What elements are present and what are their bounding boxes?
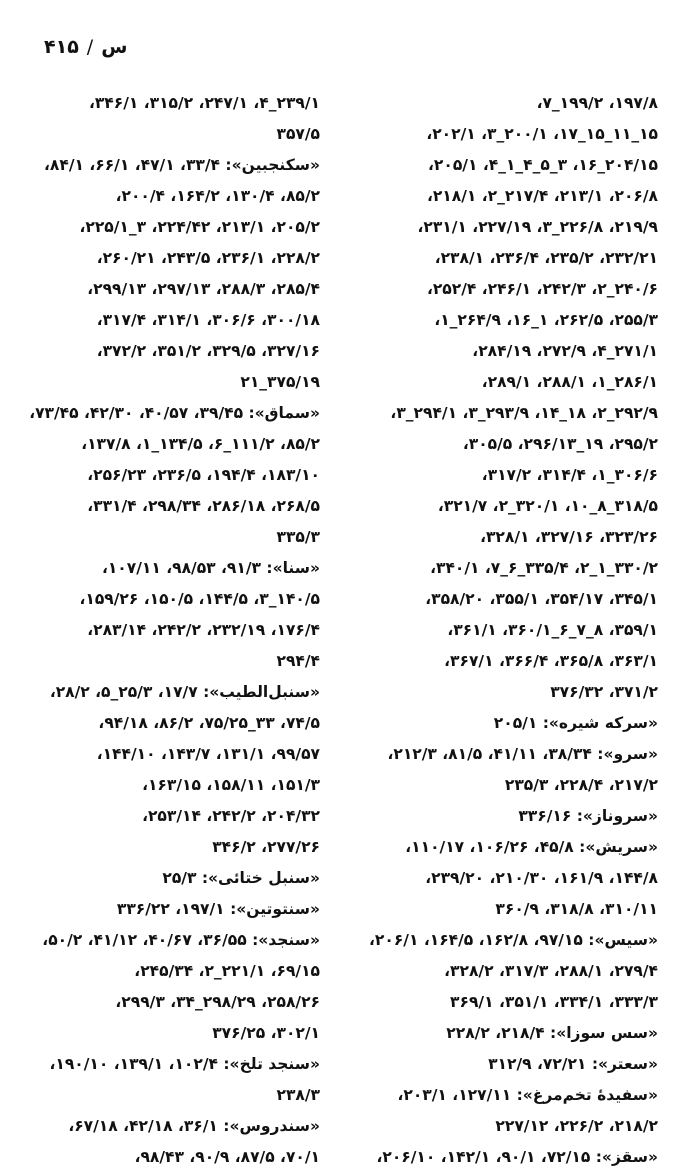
entry-references: ۲۸۵/۴، ۲۸۸/۳، ۲۹۷/۱۳، ۲۹۹/۱۳، bbox=[87, 280, 320, 298]
index-continuation-line bbox=[20, 801, 320, 832]
index-entry bbox=[20, 398, 320, 429]
index-continuation-line bbox=[20, 491, 320, 522]
index-continuation-line bbox=[358, 677, 658, 708]
entry-references: ۳۰۰/۱۸، ۳۰۶/۶، ۳۱۴/۱، ۳۱۷/۴، bbox=[96, 311, 320, 329]
entry-references: ۲۰۴/۱۵_۱۶، ۳_۵_۴_۱_۴، ۲۰۵/۱، bbox=[428, 156, 658, 174]
index-continuation-line bbox=[358, 429, 658, 460]
index-continuation-line bbox=[20, 1142, 320, 1173]
index-continuation-line bbox=[358, 584, 658, 615]
entry-references: ۶۹/۱۵، ۲۲۱/۱_۲، ۲۴۵/۳۴، bbox=[134, 962, 320, 980]
index-entry bbox=[358, 925, 658, 956]
index-continuation-line bbox=[20, 274, 320, 305]
entry-references: ۳۳۳/۳، ۳۳۴/۱، ۳۵۱/۱، ۳۶۹/۱ bbox=[450, 993, 658, 1011]
index-continuation-line bbox=[358, 553, 658, 584]
entry-references: ۱۷/۷، ۲۵/۳_۵، ۲۸/۲، bbox=[49, 683, 204, 701]
entry-term: «سروناز»: bbox=[576, 807, 658, 825]
entry-term: «سنجد تلخ»: bbox=[223, 1055, 320, 1073]
entry-references: ۲۱۸/۴، ۲۲۸/۲ bbox=[446, 1024, 551, 1042]
entry-references: ۳۶۳/۱، ۳۶۵/۸، ۳۶۶/۴، ۳۶۷/۱، bbox=[444, 652, 658, 670]
index-continuation-line bbox=[20, 336, 320, 367]
index-continuation-line bbox=[20, 987, 320, 1018]
index-continuation-line bbox=[20, 181, 320, 212]
entry-term: «سس سوزا»: bbox=[550, 1024, 658, 1042]
entry-references: ۸۵/۲، ۱۱۱/۲_۶، ۱۳۴/۵_۱، ۱۳۷/۸، bbox=[81, 435, 320, 453]
entry-references: ۳۷۵/۱۹_۲۱ bbox=[240, 373, 320, 391]
index-continuation-line bbox=[20, 739, 320, 770]
index-continuation-line bbox=[358, 1111, 658, 1142]
entry-references: ۳۳۶/۱۶ bbox=[518, 807, 577, 825]
entry-references: ۲۸۶/۱_۱، ۲۸۸/۱، ۲۸۹/۱، bbox=[481, 373, 658, 391]
index-continuation-line bbox=[358, 398, 658, 429]
entry-references: ۳۳۵/۳ bbox=[276, 528, 320, 546]
entry-term: «سنتوتین»: bbox=[230, 900, 320, 918]
entry-references: ۲۰۶/۸، ۲۱۳/۱، ۲۱۷/۴_۲، ۲۱۸/۱، bbox=[426, 187, 658, 205]
index-column-right bbox=[358, 88, 658, 1173]
entry-references: ۳۸/۳۴، ۴۱/۱۱، ۸۱/۵، ۲۱۲/۳، bbox=[387, 745, 598, 763]
index-entry bbox=[358, 1142, 658, 1173]
index-entry bbox=[358, 832, 658, 863]
index-continuation-line bbox=[358, 88, 658, 119]
index-entry bbox=[358, 1049, 658, 1080]
entry-references: ۳۱۸/۵_۸_۱۰، ۳۲۰/۱_۲، ۳۲۱/۷، bbox=[437, 497, 658, 515]
index-continuation-line bbox=[358, 274, 658, 305]
entry-references: ۱۵_۱۱_۱۵_۱۷، ۲۰۰/۱_۳، ۲۰۲/۱، bbox=[426, 125, 658, 143]
index-continuation-line bbox=[358, 987, 658, 1018]
entry-references: ۱۵۱/۳، ۱۵۸/۱۱، ۱۶۳/۱۵، bbox=[142, 776, 320, 794]
index-continuation-line bbox=[20, 429, 320, 460]
index-continuation-line bbox=[20, 1080, 320, 1111]
index-continuation-line bbox=[358, 150, 658, 181]
index-continuation-line bbox=[358, 491, 658, 522]
entry-term: «سماق»: bbox=[248, 404, 320, 422]
entry-references: ۲۶۸/۵، ۲۸۶/۱۸، ۲۹۸/۳۴، ۳۳۱/۴، bbox=[87, 497, 320, 515]
entry-references: ۳۲۳/۲۶، ۳۲۷/۱۶، ۳۲۸/۱، bbox=[480, 528, 658, 546]
entry-references: ۲۵۵/۳، ۲۶۲/۵، ۱_۱۶، ۲۶۴/۹_۱، bbox=[434, 311, 658, 329]
index-continuation-line bbox=[358, 522, 658, 553]
entry-references: ۸۵/۲، ۱۳۰/۴، ۱۶۴/۲، ۲۰۰/۴، bbox=[115, 187, 320, 205]
index-continuation-line bbox=[358, 956, 658, 987]
entry-references: ۳۰۲/۱، ۳۷۶/۲۵ bbox=[212, 1024, 320, 1042]
entry-references: ۷۲/۱۵، ۹۰/۱، ۱۴۲/۱، ۲۰۶/۱۰، bbox=[376, 1148, 596, 1166]
index-continuation-line bbox=[358, 181, 658, 212]
entry-term: «سعتر»: bbox=[591, 1055, 658, 1073]
entry-references: ۲۹۴/۴ bbox=[276, 652, 320, 670]
index-continuation-line bbox=[20, 119, 320, 150]
entry-references: ۲۷۹/۴، ۲۸۸/۱، ۳۱۷/۳، ۳۲۸/۲، bbox=[444, 962, 658, 980]
entry-references: ۳۴۵/۱، ۳۵۴/۱۷، ۳۵۵/۱، ۳۵۸/۲۰، bbox=[425, 590, 658, 608]
entry-references: ۳۶/۵۵، ۴۰/۶۷، ۴۱/۱۲، ۵۰/۲، bbox=[42, 931, 253, 949]
entry-references: ۲۱۸/۲، ۲۲۶/۲، ۲۲۷/۱۲ bbox=[495, 1117, 658, 1135]
index-continuation-line bbox=[358, 305, 658, 336]
entry-term: «سنبل ختائی»: bbox=[201, 869, 320, 887]
section-letter: س bbox=[101, 36, 128, 58]
index-continuation-line bbox=[358, 894, 658, 925]
entry-references: ۲۳۸/۳ bbox=[276, 1086, 320, 1104]
index-continuation-line bbox=[358, 212, 658, 243]
index-continuation-line bbox=[20, 646, 320, 677]
entry-term: «سنبل‌الطیب»: bbox=[203, 683, 320, 701]
index-continuation-line bbox=[20, 212, 320, 243]
index-continuation-line bbox=[20, 615, 320, 646]
entry-term: «سنا»: bbox=[266, 559, 320, 577]
entry-term: «سرو»: bbox=[597, 745, 658, 763]
index-continuation-line bbox=[20, 367, 320, 398]
entry-references: ۲۴۰/۶_۲، ۲۴۲/۳، ۲۴۶/۱، ۲۵۲/۴، bbox=[426, 280, 658, 298]
entry-references: ۷۰/۱، ۸۷/۵، ۹۰/۹، ۹۸/۴۳، bbox=[134, 1148, 320, 1166]
entry-references: ۴۵/۸، ۱۰۶/۲۶، ۱۱۰/۱۷، bbox=[405, 838, 580, 856]
index-continuation-line bbox=[358, 863, 658, 894]
entry-references: ۲۱۷/۲، ۲۲۸/۴، ۲۳۵/۳ bbox=[504, 776, 658, 794]
entry-references: ۲۹۵/۲، ۱۹_۲۹۶/۱۳، ۳۰۵/۵، bbox=[462, 435, 658, 453]
index-continuation-line bbox=[358, 367, 658, 398]
entry-references: ۲۱۹/۹، ۲۲۶/۸_۳، ۲۲۷/۱۹، ۲۳۱/۱، bbox=[417, 218, 658, 236]
entry-term: «سقز»: bbox=[595, 1148, 658, 1166]
entry-references: ۷۴/۵، ۳۳_۷۵/۲۵، ۸۶/۲، ۹۴/۱۸، bbox=[98, 714, 320, 732]
index-entry bbox=[358, 1018, 658, 1049]
entry-references: ۲۳۹/۱_۴، ۲۴۷/۱، ۳۱۵/۲، ۳۴۶/۱، bbox=[88, 94, 320, 112]
index-column-left bbox=[20, 88, 320, 1173]
entry-references: ۲۷۱/۱_۴، ۲۷۲/۹، ۲۸۴/۱۹، bbox=[472, 342, 658, 360]
entry-references: ۲۰۴/۳۲، ۲۴۲/۲، ۲۵۳/۱۴، bbox=[142, 807, 320, 825]
entry-references: ۹۷/۱۵، ۱۶۲/۸، ۱۶۴/۵، ۲۰۶/۱، bbox=[369, 931, 589, 949]
entry-references: ۳۷۱/۲، ۳۷۶/۳۲ bbox=[550, 683, 658, 701]
entry-references: ۲۵۸/۲۶، ۲۹۸/۲۹_۳۴، ۲۹۹/۳، bbox=[115, 993, 320, 1011]
entry-references: ۹۱/۳، ۹۸/۵۳، ۱۰۷/۱۱، bbox=[101, 559, 267, 577]
entry-references: ۳۳/۴، ۴۷/۱، ۶۶/۱، ۸۴/۱، bbox=[44, 156, 226, 174]
entry-references: ۲۷۷/۲۶، ۳۴۶/۲ bbox=[212, 838, 320, 856]
index-entry bbox=[20, 894, 320, 925]
index-entry bbox=[358, 739, 658, 770]
entry-references: ۳۲۷/۱۶، ۳۲۹/۵، ۳۵۱/۲، ۳۷۲/۲، bbox=[96, 342, 320, 360]
entry-references: ۳۵۷/۵ bbox=[276, 125, 320, 143]
entry-references: ۲۳۲/۲۱، ۲۳۵/۲، ۲۳۶/۴، ۲۳۸/۱، bbox=[434, 249, 658, 267]
entry-references: ۱۲۷/۱۱، ۲۰۳/۱، bbox=[397, 1086, 517, 1104]
entry-references: ۱۴۰/۵_۳، ۱۴۴/۵، ۱۵۰/۵، ۱۵۹/۲۶، bbox=[79, 590, 320, 608]
entry-term: «سندروس»: bbox=[223, 1117, 320, 1135]
index-continuation-line bbox=[20, 460, 320, 491]
entry-references: ۲۰۵/۱ bbox=[493, 714, 543, 732]
index-entry bbox=[20, 1049, 320, 1080]
page-header bbox=[44, 36, 127, 58]
index-continuation-line bbox=[358, 615, 658, 646]
entry-term: «سکنجبین»: bbox=[225, 156, 320, 174]
index-continuation-line bbox=[358, 119, 658, 150]
index-entry bbox=[20, 150, 320, 181]
entry-references: ۹۹/۵۷، ۱۳۱/۱، ۱۴۳/۷، ۱۴۴/۱۰، bbox=[96, 745, 320, 763]
index-entry bbox=[20, 553, 320, 584]
entry-references: ۱۹۷/۱، ۳۳۶/۲۲ bbox=[116, 900, 231, 918]
entry-references: ۲۵/۳ bbox=[162, 869, 202, 887]
index-entry bbox=[20, 677, 320, 708]
index-entry bbox=[358, 1080, 658, 1111]
index-continuation-line bbox=[20, 305, 320, 336]
entry-references: ۱۹۷/۸، ۱۹۹/۲_۷، bbox=[536, 94, 658, 112]
entry-references: ۳۳۰/۲_۱_۲، ۳۳۵/۴_۶_۷، ۳۴۰/۱، bbox=[430, 559, 658, 577]
index-entry bbox=[20, 925, 320, 956]
entry-references: ۳۰۶/۶_۱، ۳۱۴/۴، ۳۱۷/۲، bbox=[481, 466, 658, 484]
entry-references: ۲۹۲/۹_۲، ۱۸_۱۴، ۲۹۳/۹_۳، ۲۹۴/۱_۳، bbox=[390, 404, 658, 422]
entry-references: ۳۱۰/۱۱، ۳۱۸/۸، ۳۶۰/۹ bbox=[495, 900, 658, 918]
entry-term: «سرکه شیره»: bbox=[542, 714, 658, 732]
index-continuation-line bbox=[20, 88, 320, 119]
entry-references: ۳۵۹/۱، ۸_۷_۶_۳۶۰/۱، ۳۶۱/۱، bbox=[447, 621, 658, 639]
entry-references: ۱۴۴/۸، ۱۶۱/۹، ۲۱۰/۳۰، ۲۳۹/۲۰، bbox=[425, 869, 658, 887]
index-continuation-line bbox=[20, 956, 320, 987]
index-continuation-line bbox=[20, 708, 320, 739]
entry-term: «سنجد»: bbox=[252, 931, 320, 949]
page-number: ۴۱۵ bbox=[44, 36, 79, 58]
index-continuation-line bbox=[358, 460, 658, 491]
entry-references: ۲۰۵/۲، ۲۱۳/۱، ۲۲۴/۴۲، ۳_۲۲۵/۱، bbox=[79, 218, 320, 236]
index-continuation-line bbox=[358, 646, 658, 677]
entry-references: ۱۸۳/۱۰، ۱۹۴/۴، ۲۳۶/۵، ۲۵۶/۲۳، bbox=[87, 466, 320, 484]
index-entry bbox=[20, 1111, 320, 1142]
entry-references: ۱۰۲/۴، ۱۳۹/۱، ۱۹۰/۱۰، bbox=[49, 1055, 224, 1073]
index-continuation-line bbox=[20, 1018, 320, 1049]
header-separator: / bbox=[86, 36, 94, 58]
entry-references: ۱۷۶/۴، ۲۳۲/۱۹، ۲۴۲/۲، ۲۸۳/۱۴، bbox=[87, 621, 320, 639]
entry-term: «سیس»: bbox=[588, 931, 658, 949]
index-entry bbox=[358, 801, 658, 832]
entry-term: «سریش»: bbox=[579, 838, 658, 856]
index-continuation-line bbox=[20, 584, 320, 615]
index-continuation-line bbox=[20, 832, 320, 863]
index-continuation-line bbox=[358, 243, 658, 274]
index-continuation-line bbox=[20, 243, 320, 274]
entry-term: «سفیدهٔ تخم‌مرغ»: bbox=[516, 1086, 658, 1104]
entry-references: ۲۲۸/۲، ۲۳۶/۱، ۲۴۳/۵، ۲۶۰/۲۱، bbox=[96, 249, 320, 267]
index-entry bbox=[20, 863, 320, 894]
entry-references: ۳۶/۱، ۴۲/۱۸، ۶۷/۱۸، bbox=[68, 1117, 224, 1135]
index-continuation-line bbox=[358, 336, 658, 367]
index-continuation-line bbox=[20, 770, 320, 801]
entry-references: ۳۹/۴۵، ۴۰/۵۷، ۴۲/۳۰، ۷۳/۴۵، bbox=[29, 404, 249, 422]
entry-references: ۷۲/۲۱، ۳۱۲/۹ bbox=[488, 1055, 592, 1073]
index-entry bbox=[358, 708, 658, 739]
index-continuation-line bbox=[358, 770, 658, 801]
index-continuation-line bbox=[20, 522, 320, 553]
